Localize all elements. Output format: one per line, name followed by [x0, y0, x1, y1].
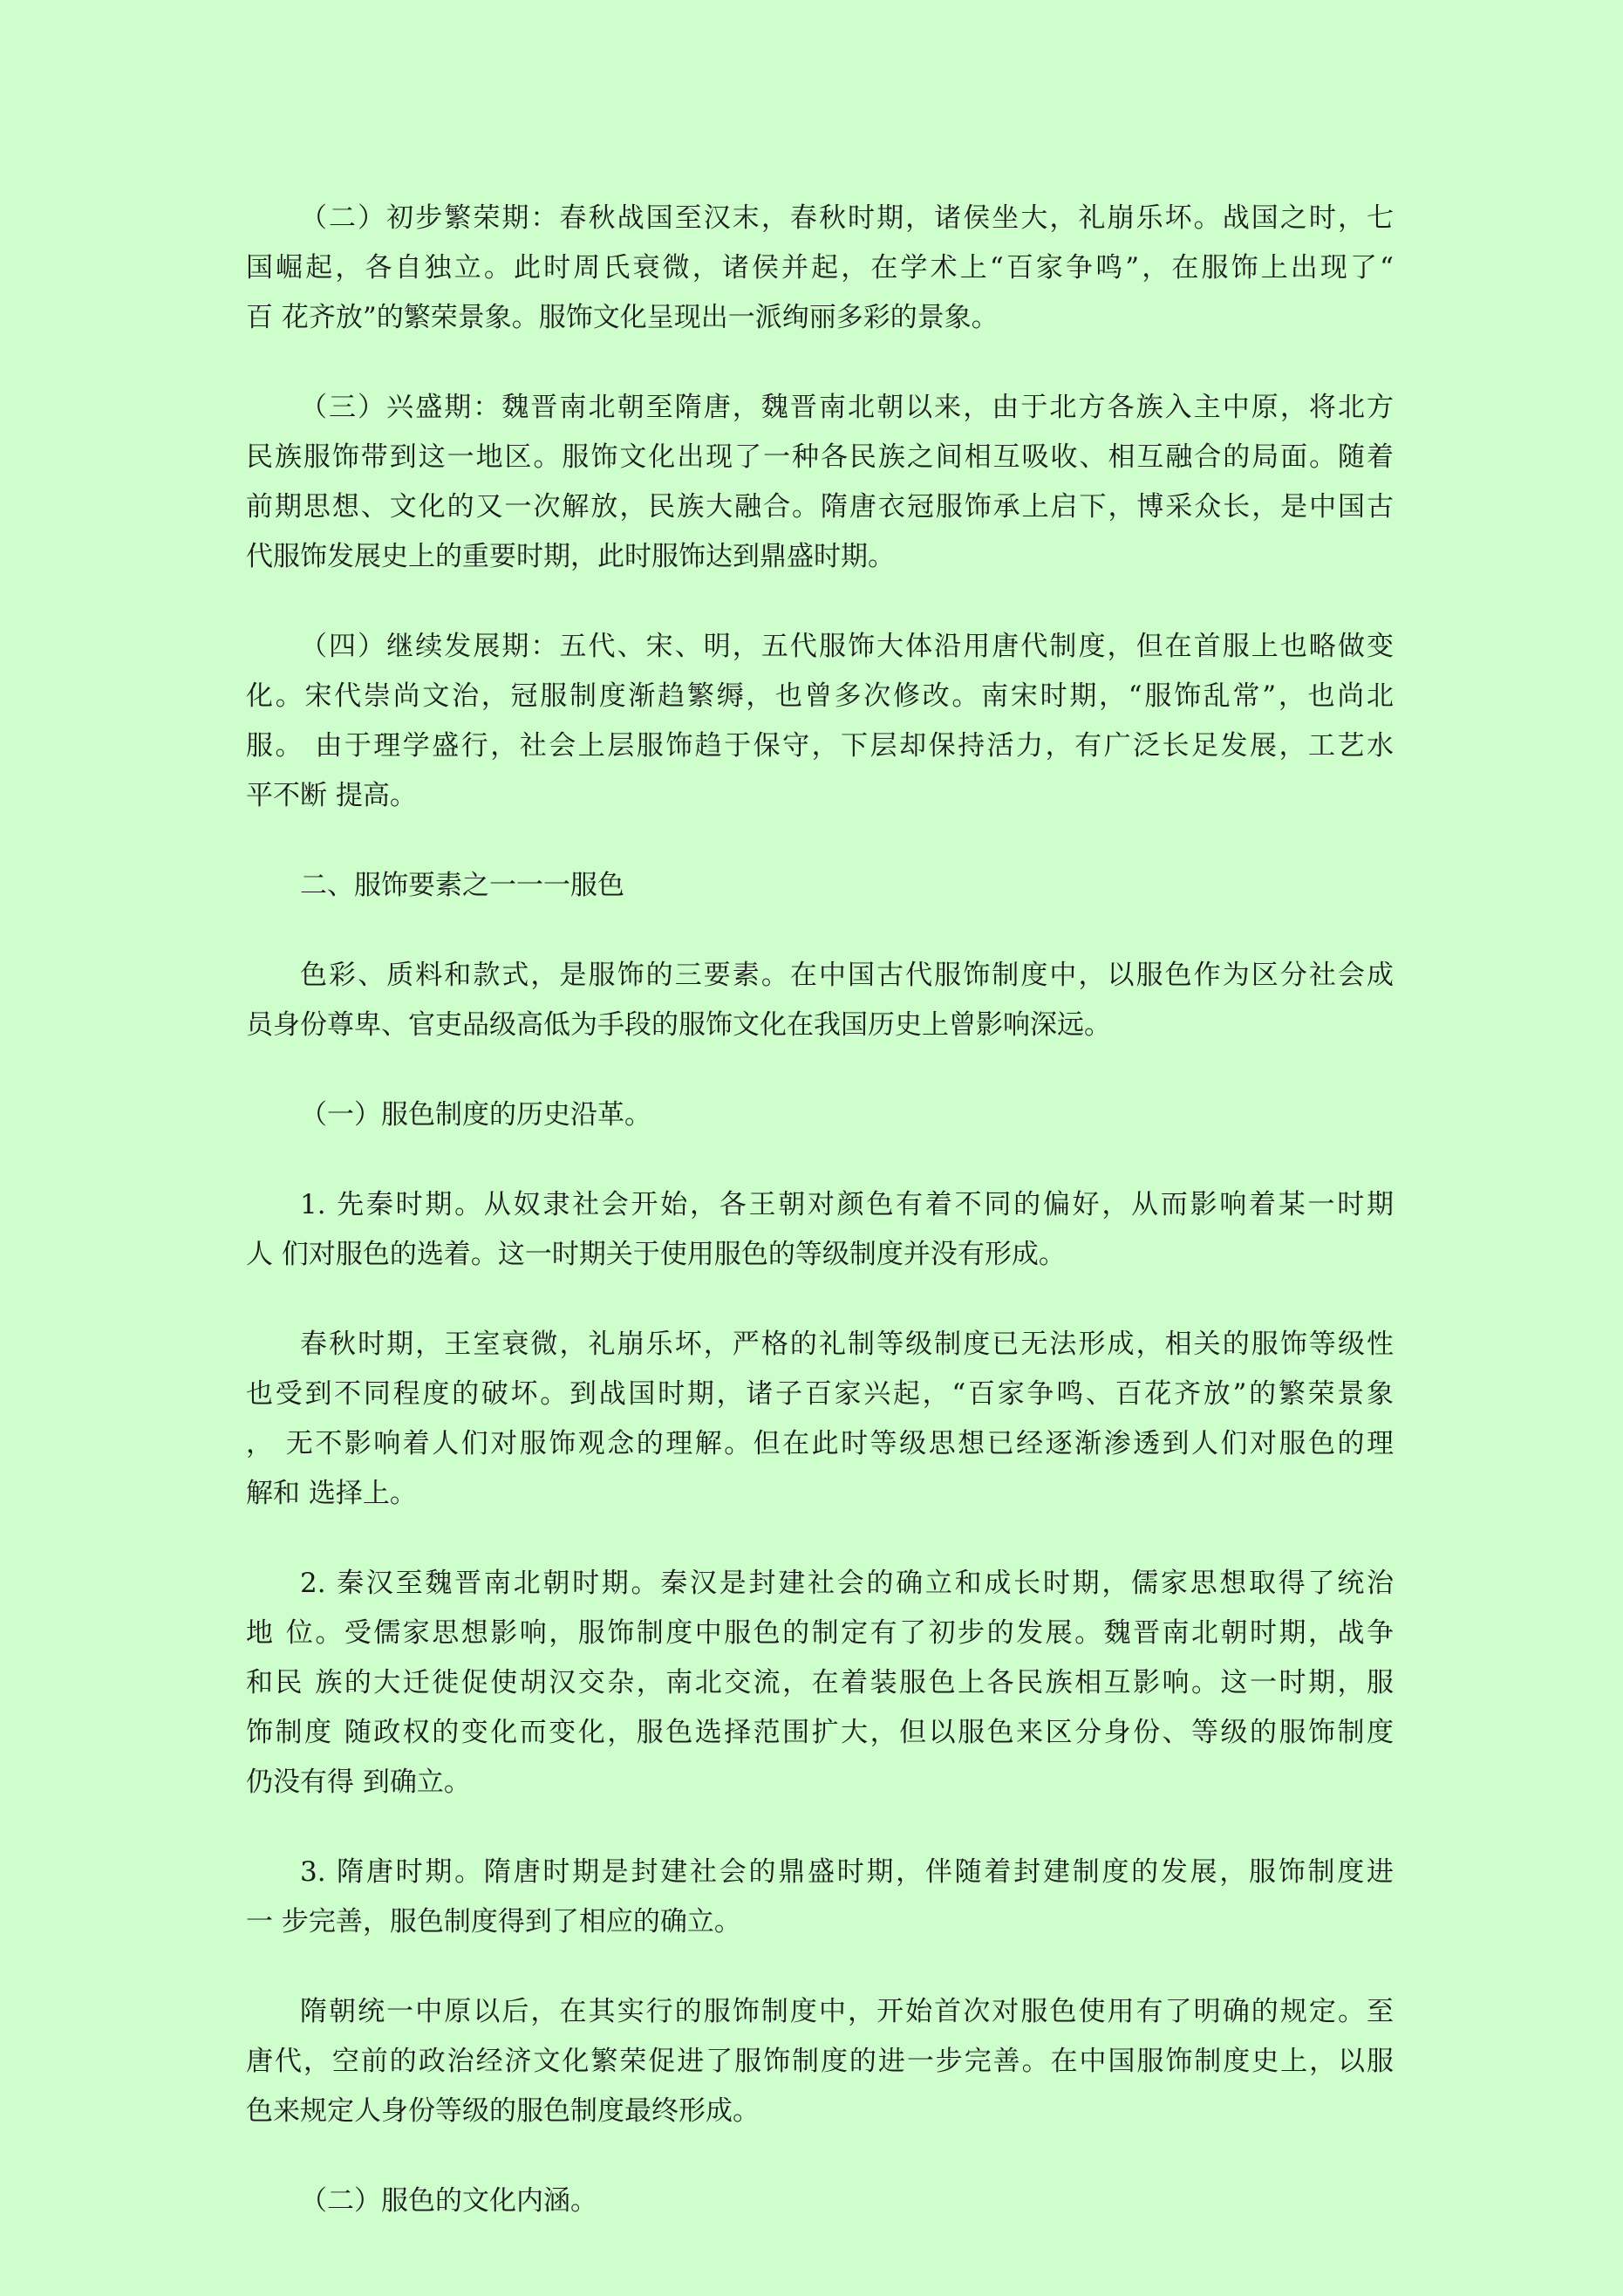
text-line: ， 无不影响着人们对服饰观念的理解。但在此时等级思想已经逐渐渗透到人们对服色的理 [246, 1428, 1394, 1459]
text-line: 百 花齐放”的繁荣景象。服饰文化呈现出一派绚丽多彩的景象。 [246, 302, 999, 333]
text-line: 仍没有得 到确立。 [246, 1766, 471, 1798]
text-line: 人 们对服色的选着。这一时期关于使用服色的等级制度并没有形成。 [246, 1239, 1066, 1270]
paragraph-continued-development [246, 622, 1394, 821]
text-line: 也受到不同程度的破坏。到战国时期，诸子百家兴起，“百家争鸣、百花齐放”的繁荣景象 [246, 1378, 1394, 1410]
text-line: （二）服色的文化内涵。 [300, 2185, 597, 2217]
text-line: （一）服色制度的历史沿革。 [300, 1099, 651, 1131]
text-line: 国崛起，各自独立。此时周氏衰微，诸侯并起，在学术上“百家争鸣”，在服饰上出现了“ [246, 252, 1394, 284]
text-line: 员身份尊卑、官吏品级高低为手段的服饰文化在我国历史上曾影响深远。 [246, 1009, 1111, 1041]
paragraph-spring-autumn [246, 1320, 1394, 1519]
text-line: 和民 族的大迁徙促使胡汉交杂，南北交流，在着装服色上各民族相互影响。这一时期，服 [246, 1667, 1394, 1698]
text-line: 民族服饰带到这一地区。服饰文化出现了一种各民族之间相互吸收、相互融合的局面。随着 [246, 441, 1394, 473]
paragraph-qin-han-wei-jin [246, 1559, 1394, 1807]
text-line: 色彩、质料和款式，是服饰的三要素。在中国古代服饰制度中，以服色作为区分社会成 [300, 960, 1394, 991]
paragraph-early-prosperity [246, 194, 1394, 343]
text-line: 化。宋代崇尚文治，冠服制度渐趋繁缛，也曾多次修改。南宋时期，“服饰乱常”，也尚北 [246, 680, 1394, 712]
subheading-cultural-meaning [246, 2176, 1394, 2226]
text-line: 二、服饰要素之一一一服色 [300, 870, 624, 901]
text-line: 前期思想、文化的又一次解放，民族大融合。隋唐衣冠服饰承上启下，博采众长，是中国古 [246, 491, 1394, 523]
text-line: （二）初步繁荣期：春秋战国至汉末，春秋时期，诸侯坐大，礼崩乐坏。战国之时，七 [300, 202, 1394, 234]
paragraph-flourishing-period [246, 383, 1394, 582]
text-line: 隋朝统一中原以后，在其实行的服饰制度中，开始首次对服色使用有了明确的规定。至 [300, 1996, 1394, 2027]
subheading-history [246, 1090, 1394, 1140]
text-line: 2. 秦汉至魏晋南北朝时期。秦汉是封建社会的确立和成长时期，儒家思想取得了统治 [300, 1568, 1394, 1599]
text-line: 饰制度 随政权的变化而变化，服色选择范围扩大，但以服色来区分身份、等级的服饰制度 [246, 1717, 1394, 1748]
text-line: （三）兴盛期：魏晋南北朝至隋唐，魏晋南北朝以来，由于北方各族入主中原，将北方 [300, 392, 1394, 423]
text-line: 一 步完善，服色制度得到了相应的确立。 [246, 1906, 741, 1937]
text-line: 1. 先秦时期。从奴隶社会开始，各王朝对颜色有着不同的偏好，从而影响着某一时期 [300, 1189, 1394, 1220]
document-page [246, 194, 1394, 2266]
paragraph-three-elements [246, 951, 1394, 1050]
text-line: 地 位。受儒家思想影响，服饰制度中服色的制定有了初步的发展。魏晋南北朝时期，战争 [246, 1617, 1394, 1649]
text-line: 3. 隋唐时期。隋唐时期是封建社会的鼎盛时期，伴随着封建制度的发展，服饰制度进 [300, 1856, 1394, 1888]
section-heading-clothing-color [246, 861, 1394, 911]
text-line: 唐代，空前的政治经济文化繁荣促进了服饰制度的进一步完善。在中国服饰制度史上，以服 [246, 2046, 1394, 2077]
text-line: 春秋时期，王室衰微，礼崩乐坏，严格的礼制等级制度已无法形成，相关的服饰等级性 [300, 1329, 1394, 1360]
text-line: 色来规定人身份等级的服色制度最终形成。 [246, 2095, 760, 2127]
text-line: 代服饰发展史上的重要时期，此时服饰达到鼎盛时期。 [246, 541, 895, 572]
paragraph-sui-unification [246, 1987, 1394, 2136]
text-line: 平不断 提高。 [246, 780, 417, 811]
text-line: （四）继续发展期：五代、宋、明，五代服饰大体沿用唐代制度，但在首服上也略做变 [300, 631, 1394, 662]
text-line: 服。 由于理学盛行，社会上层服饰趋于保守，下层却保持活力，有广泛长足发展，工艺水 [246, 730, 1394, 762]
text-line: 解和 选择上。 [246, 1478, 417, 1509]
paragraph-pre-qin [246, 1180, 1394, 1280]
paragraph-sui-tang [246, 1848, 1394, 1947]
